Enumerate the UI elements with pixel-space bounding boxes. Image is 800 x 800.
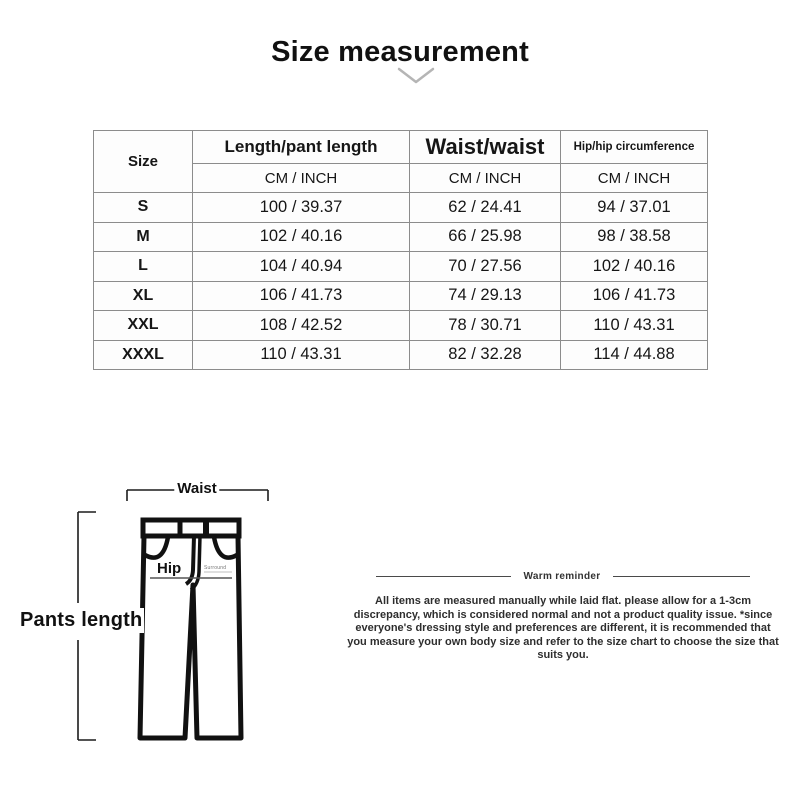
length-cell: 100 / 39.37	[193, 193, 410, 223]
length-unit-cell: CM / INCH	[193, 164, 410, 193]
size-column-header: Size	[94, 131, 193, 193]
table-header-row	[94, 131, 708, 164]
waist-unit-cell: CM / INCH	[410, 164, 561, 193]
waist-cell: 70 / 27.56	[410, 252, 561, 282]
hip-cell: 94 / 37.01	[561, 193, 708, 223]
table-row	[94, 193, 708, 223]
pants-measurement-diagram	[10, 470, 290, 760]
length-cell: 102 / 40.16	[193, 222, 410, 252]
waistband-small-label: Surround	[204, 565, 227, 571]
page-title: Size measurement	[271, 36, 529, 68]
divider-line	[376, 576, 511, 577]
length-cell: 108 / 42.52	[193, 311, 410, 341]
chevron-down-icon	[396, 66, 436, 88]
length-cell: 104 / 40.94	[193, 252, 410, 282]
waist-cell: 74 / 29.13	[410, 281, 561, 311]
warm-reminder-text: All items are measured manually while laid flat. please allow for a 1-3cm discrepancy, which is considered normal and not a product quality issue. *since everyone's dressing style and preferences are different, it is recommended that you measure your own body size and refer to the size chart to choose the size that suits you.	[347, 595, 779, 662]
size-cell: XXL	[94, 311, 193, 341]
table-row	[94, 252, 708, 282]
hip-cell: 102 / 40.16	[561, 252, 708, 282]
warm-reminder-section	[345, 571, 781, 663]
waist-cell: 66 / 25.98	[410, 222, 561, 252]
size-cell: M	[94, 222, 193, 252]
length-column-header: Length/pant length	[193, 131, 410, 164]
waist-cell: 62 / 24.41	[410, 193, 561, 223]
hip-label: Hip	[157, 560, 182, 577]
waist-column-header: Waist/waist	[410, 131, 561, 164]
hip-cell: 106 / 41.73	[561, 281, 708, 311]
length-cell: 110 / 43.31	[193, 340, 410, 370]
hip-cell: 110 / 43.31	[561, 311, 708, 341]
hip-column-header: Hip/hip circumference	[561, 131, 708, 164]
waist-cell: 82 / 32.28	[410, 340, 561, 370]
table-row	[94, 281, 708, 311]
size-cell: XL	[94, 281, 193, 311]
hip-cell: 98 / 38.58	[561, 222, 708, 252]
waist-label: Waist	[174, 480, 219, 498]
table-row	[94, 311, 708, 341]
hip-cell: 114 / 44.88	[561, 340, 708, 370]
hip-unit-cell: CM / INCH	[561, 164, 708, 193]
waist-cell: 78 / 30.71	[410, 311, 561, 341]
table-row	[94, 222, 708, 252]
size-cell: XXXL	[94, 340, 193, 370]
size-cell: S	[94, 193, 193, 223]
warm-reminder-heading	[345, 571, 781, 582]
size-table	[93, 130, 708, 370]
length-cell: 106 / 41.73	[193, 281, 410, 311]
size-cell: L	[94, 252, 193, 282]
divider-line	[613, 576, 750, 577]
warm-reminder-title: Warm reminder	[523, 571, 601, 582]
table-row	[94, 340, 708, 370]
pants-length-label: Pants length	[20, 609, 143, 631]
